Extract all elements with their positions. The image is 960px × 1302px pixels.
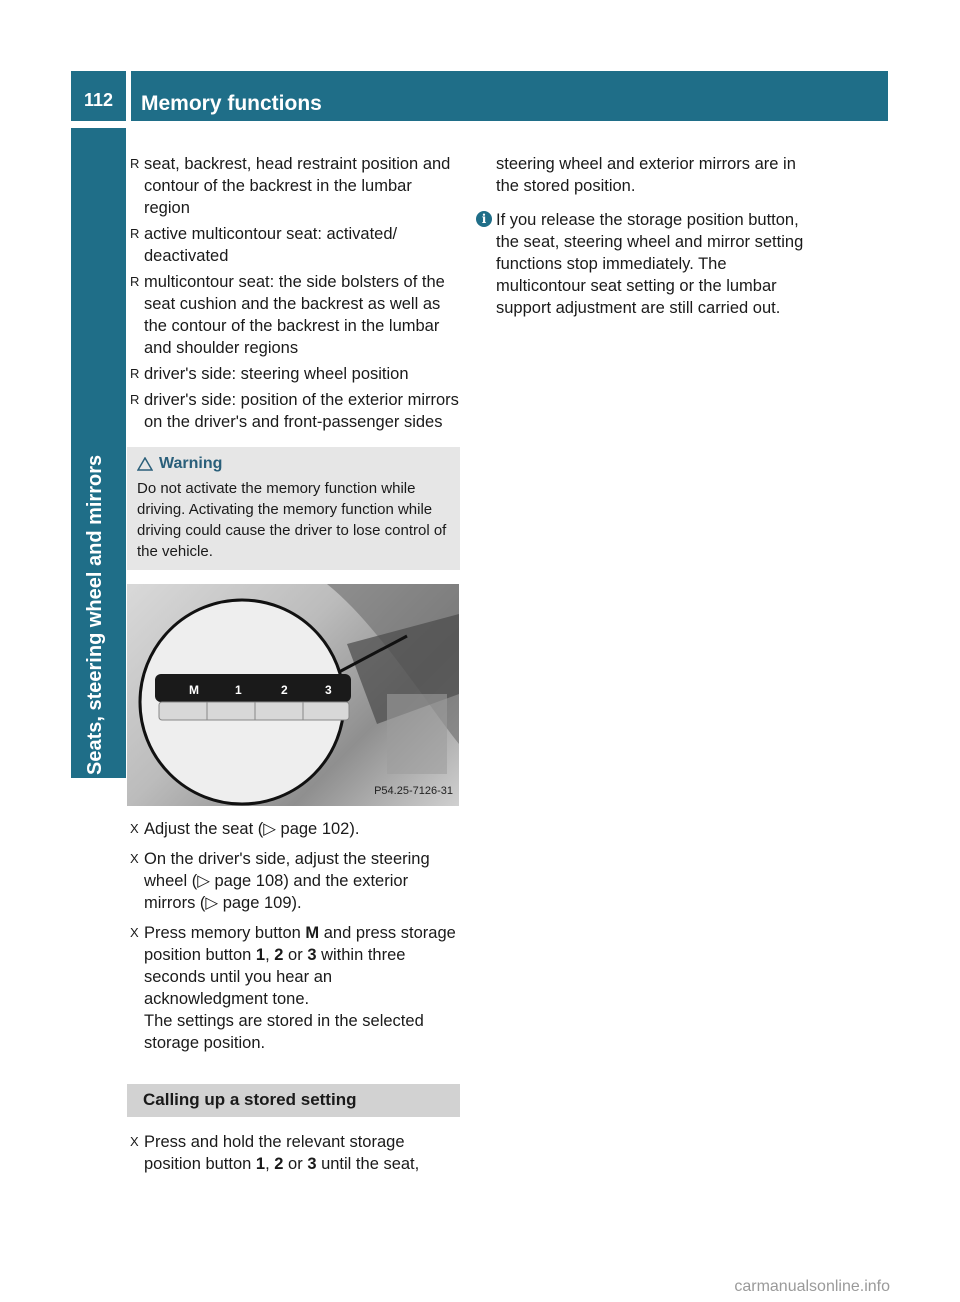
step-text: within three seconds until you hear an acknowledgment tone.	[144, 946, 406, 1008]
bullet-icon: R	[130, 392, 140, 407]
side-tab-label: Seats, steering wheel and mirrors	[84, 454, 106, 775]
page-ref-arrow-icon: ▷	[205, 894, 219, 912]
list-item	[130, 363, 460, 385]
step-icon: X	[130, 851, 139, 866]
page-reference[interactable]: page 102	[280, 820, 350, 838]
step-text: ,	[265, 946, 275, 964]
memory-button-1-label: 1	[235, 683, 242, 697]
button-label: 3	[307, 1155, 317, 1173]
button-label: 2	[274, 1155, 284, 1173]
warning-triangle-icon	[137, 457, 153, 471]
bullet-icon: R	[130, 274, 140, 289]
memory-button-2-label: 2	[281, 683, 288, 697]
step-text: ,	[265, 1155, 275, 1173]
right-column	[476, 153, 814, 319]
button-label: 1	[255, 1155, 266, 1173]
step-text: or	[283, 1155, 308, 1173]
step-text: or	[283, 946, 308, 964]
bullet-text: seat, backrest, head restraint position and contour of the backrest in the lumbar region	[144, 155, 451, 217]
bullet-text: driver's side: position of the exterior mirrors on the driver's and front-passenger sides	[144, 391, 459, 431]
instruction-step	[130, 818, 460, 840]
warning-box	[127, 447, 460, 570]
list-item	[130, 223, 460, 267]
step-icon: X	[130, 1134, 139, 1149]
list-item	[130, 271, 460, 359]
button-label: M	[305, 924, 320, 942]
continued-text: steering wheel and exterior mirrors are in the stored position.	[496, 155, 796, 195]
step-result: The settings are stored in the selected storage position.	[144, 1012, 424, 1052]
step-text: and press storage position button	[144, 924, 456, 964]
figure-code: P54.25-7126-31	[374, 785, 453, 797]
info-text: If you release the storage position button, the seat, steering wheel and mirror setting functions stop immediately. The multicontour seat setting or the lumbar support adjustment are still carried out.	[496, 211, 804, 317]
footer-watermark: carmanualsonline.info	[734, 1278, 890, 1295]
memory-button-3-label: 3	[325, 683, 332, 697]
page-number: 112	[71, 71, 126, 121]
bullet-icon: R	[130, 226, 140, 241]
info-note	[476, 209, 814, 319]
instruction-step	[130, 848, 460, 914]
step-icon: X	[130, 925, 139, 940]
warning-title	[137, 453, 452, 474]
memory-buttons-figure	[127, 584, 459, 806]
bullet-icon: R	[130, 366, 140, 381]
step-text: ) and the exterior mirrors (	[144, 872, 409, 912]
door-panel-illustration	[127, 584, 459, 806]
step-text: Adjust the seat (	[144, 820, 264, 838]
step-text: On the driver's side, adjust the steering wheel (	[144, 850, 430, 890]
step-text: Press memory button	[144, 924, 306, 942]
warning-label: Warning	[159, 455, 223, 472]
page-ref-arrow-icon: ▷	[263, 820, 276, 838]
page-ref-arrow-icon: ▷	[197, 872, 210, 890]
instruction-step	[130, 922, 460, 1054]
section-heading: Calling up a stored setting	[127, 1084, 460, 1117]
list-item	[130, 153, 460, 219]
info-icon: i	[476, 211, 492, 227]
warning-text: Do not activate the memory function while driving. Activating the memory function while driving could cause the driver to lose control of the vehicle.	[137, 480, 447, 560]
page-reference[interactable]: page 109	[222, 894, 292, 912]
instruction-step	[130, 1131, 460, 1175]
bullet-text: active multicontour seat: activated/ deactivated	[144, 225, 398, 265]
left-column	[130, 153, 460, 1183]
bullet-text: multicontour seat: the side bolsters of the seat cushion and the backrest as well as the contour of the backrest in the lumbar and shoulder regions	[144, 273, 445, 357]
button-label: 3	[307, 946, 317, 964]
step-text: Press and hold the relevant storage position button	[144, 1133, 405, 1173]
button-label: 1	[255, 946, 266, 964]
step-text: until the seat,	[316, 1155, 420, 1173]
step-text: ).	[349, 820, 360, 838]
list-item	[130, 389, 460, 433]
bullet-text: driver's side: steering wheel position	[144, 365, 409, 383]
step-text: ).	[291, 894, 302, 912]
page-title: Memory functions	[131, 71, 888, 121]
bullet-icon: R	[130, 156, 140, 171]
memory-button-m-label: M	[189, 683, 199, 697]
step-icon: X	[130, 821, 139, 836]
button-label: 2	[274, 946, 284, 964]
page-reference[interactable]: page 108	[214, 872, 284, 890]
